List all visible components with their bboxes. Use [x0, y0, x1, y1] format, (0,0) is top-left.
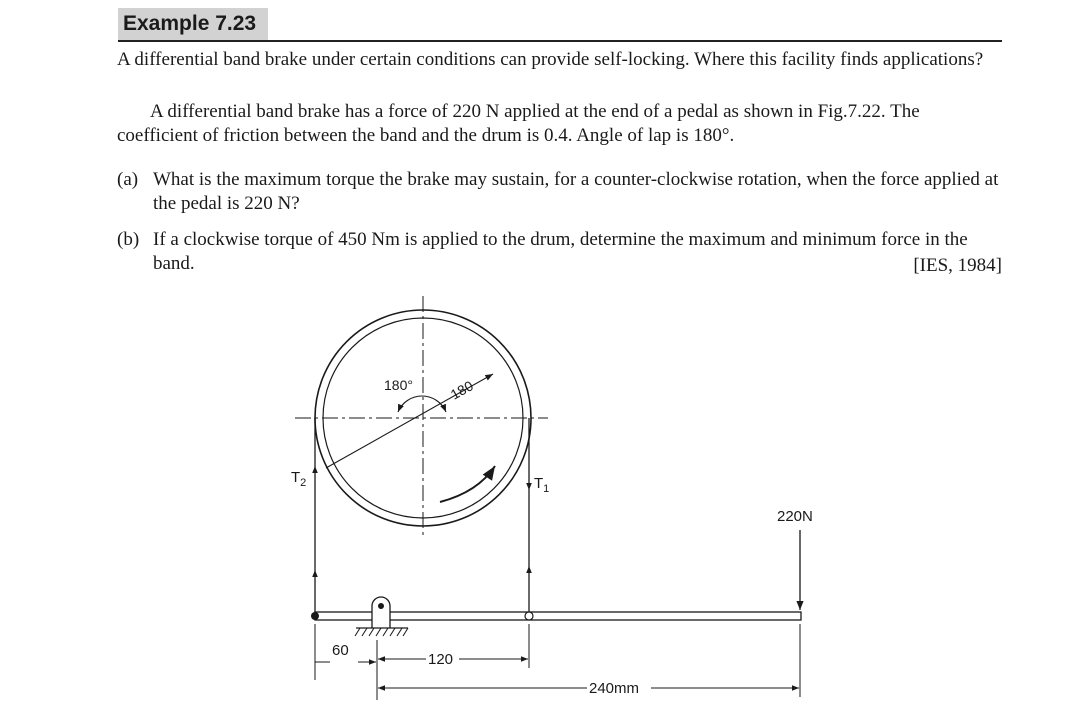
part-a-text: What is the maximum torque the brake may sustain, for a counter-clockwise rotation, when the force applied at the pedal is 220 N?: [153, 169, 999, 214]
t2-label: $T_2$: [291, 469, 307, 489]
angle-label: 180°: [384, 377, 413, 393]
fulcrum: [372, 597, 390, 628]
fulcrum-pin: [378, 603, 384, 609]
part-b-text: If a clockwise torque of 450 Nm is applied to the drum, determine the maximum and minimum force in the band.: [153, 229, 968, 274]
rotation-arrow: [440, 466, 495, 502]
example-title: Example 7.23: [118, 8, 268, 40]
applied-force-label: 220N: [777, 508, 813, 525]
dimension-extension-lines: [315, 624, 800, 700]
t2-attachment-point: [311, 612, 319, 620]
problem-paragraph-1: A differential band brake under certain conditions can provide self-locking. Where this facility finds applications?: [117, 49, 984, 70]
fulcrum-hatching: [355, 628, 408, 636]
part-b-label: (b): [117, 229, 140, 250]
dimension-240-label: 240mm: [589, 680, 640, 697]
dimension-60-label: 60: [332, 642, 349, 659]
reference-citation: [IES, 1984]: [913, 255, 1002, 276]
part-a-label: (a): [117, 169, 139, 190]
t1-label: $T_1$: [534, 475, 550, 495]
t1-attachment-point: [525, 612, 533, 620]
radius-label: 180: [447, 377, 476, 403]
dimension-120-label: 120: [428, 651, 454, 668]
problem-paragraph-2: A differential band brake has a force of 220 N applied at the end of a pedal as shown in Fig.7.22. The coefficient of friction between the band and the drum is 0.4. Angle of lap is 180°.: [117, 101, 920, 146]
